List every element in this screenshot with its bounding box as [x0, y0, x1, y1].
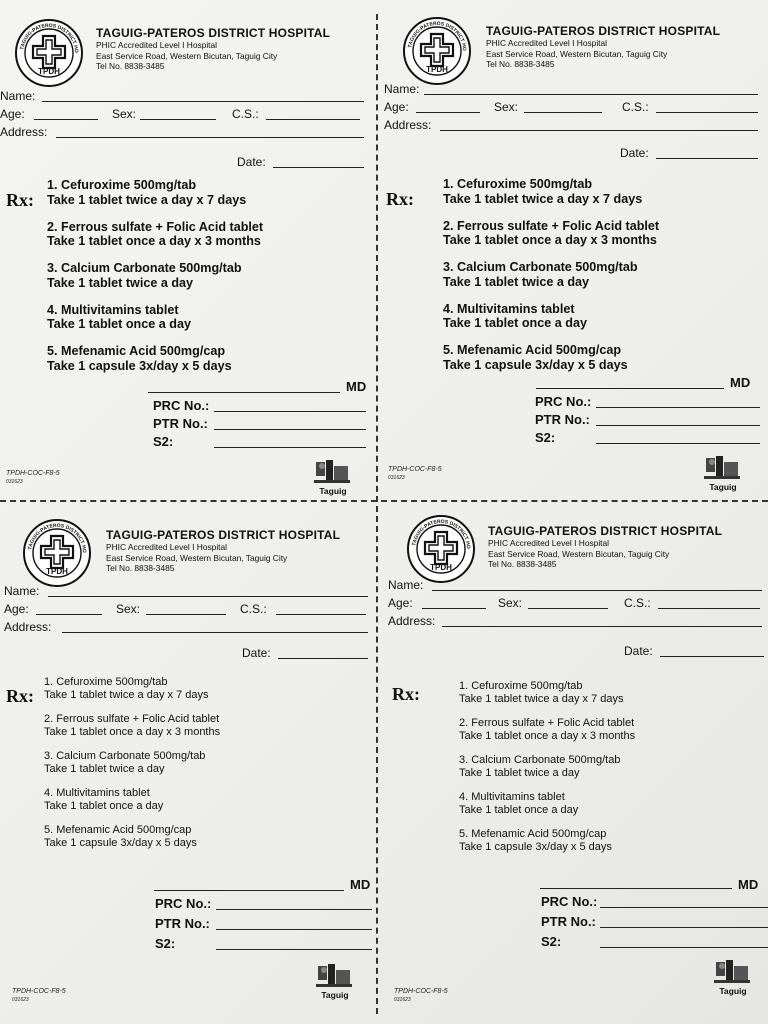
prc-number-field[interactable] [596, 407, 760, 408]
medication-dosage-instructions: Take 1 tablet twice a day x 7 days [44, 688, 209, 701]
prescription-list [443, 177, 659, 385]
prescription-item [47, 178, 263, 207]
prescription-slip [382, 504, 766, 1004]
medication-name: 4. Multivitamins tablet [459, 791, 565, 803]
prescription-item [459, 717, 635, 742]
prescription-item [443, 260, 659, 289]
hospital-telephone: Tel No. 8838-3485 [486, 59, 555, 69]
physician-signature-line[interactable] [148, 392, 340, 393]
physician-signature-line[interactable] [154, 890, 344, 891]
svg-text:TPDH: TPDH [38, 67, 60, 76]
civil-status-label: C.S.: [622, 100, 649, 114]
medication-name: 5. Mefenamic Acid 500mg/cap [47, 344, 226, 359]
medication-dosage-instructions: Take 1 capsule 3x/day x 5 days [459, 840, 612, 853]
civil-status-field[interactable] [276, 614, 366, 615]
md-label: MD [346, 379, 367, 394]
hospital-header [488, 524, 722, 570]
form-number-text: 031623 [12, 997, 29, 1003]
hospital-accreditation: PHIC Accredited Level I Hospital [486, 38, 608, 48]
s2-label: S2: [535, 430, 556, 445]
s2-number-field[interactable] [216, 949, 372, 950]
age-field[interactable] [422, 608, 486, 609]
hospital-telephone: Tel No. 8838-3485 [96, 61, 165, 71]
address-label: Address: [388, 614, 436, 628]
date-label: Date: [242, 646, 271, 660]
sex-label: Sex: [112, 107, 137, 121]
name-label: Name: [388, 578, 424, 592]
hospital-accreditation: PHIC Accredited Level I Hospital [106, 542, 228, 552]
age-label: Age: [388, 596, 413, 610]
medication-name: 3. Calcium Carbonate 500mg/tab [459, 754, 621, 766]
hospital-seal-logo [402, 16, 472, 86]
md-label: MD [738, 877, 759, 892]
medication-name: 4. Multivitamins tablet [443, 301, 575, 316]
medication-name: 4. Multivitamins tablet [44, 787, 150, 799]
hospital-name: TAGUIG-PATEROS DISTRICT HOSPITAL [96, 26, 331, 40]
date-field[interactable] [273, 167, 364, 168]
prescription-item [443, 177, 659, 206]
prc-number-field[interactable] [600, 907, 768, 908]
hospital-accreditation: PHIC Accredited Level I Hospital [488, 538, 610, 548]
form-code-text: TPDH-COC-F8-5 [388, 466, 442, 473]
form-number-text: 031623 [388, 475, 405, 481]
prescription-item [459, 754, 635, 779]
prc-number-field[interactable] [216, 909, 372, 910]
hospital-address: East Service Road, Western Bicutan, Taguig City [96, 50, 278, 61]
s2-number-field[interactable] [596, 443, 760, 444]
medication-dosage-instructions: Take 1 tablet twice a day x 7 days [459, 692, 624, 705]
hospital-telephone: Tel No. 8838-3485 [488, 559, 557, 569]
name-label: Name: [0, 89, 36, 103]
medication-dosage-instructions: Take 1 tablet twice a day x 7 days [443, 191, 643, 206]
svg-text:TAGUIG-PATEROS DISTRICT HOSPIT: TAGUIG-PATEROS DISTRICT HO [19, 22, 80, 54]
medication-dosage-instructions: Take 1 tablet twice a day [47, 275, 194, 290]
s2-number-field[interactable] [600, 947, 768, 948]
hospital-address: East Service Road, Western Bicutan, Taguig City [486, 48, 668, 59]
medication-name: 2. Ferrous sulfate + Folic Acid tablet [459, 717, 635, 729]
s2-number-field[interactable] [214, 447, 366, 448]
medication-dosage-instructions: Take 1 tablet twice a day [44, 762, 165, 775]
medication-name: 5. Mefenamic Acid 500mg/cap [459, 828, 607, 840]
hospital-seal-logo [22, 518, 92, 588]
prescription-list [44, 676, 220, 861]
sex-label: Sex: [494, 100, 519, 114]
sex-field[interactable] [528, 608, 608, 609]
hospital-name: TAGUIG-PATEROS DISTRICT HOSPITAL [488, 524, 723, 538]
rx-symbol: Rx: [6, 686, 34, 706]
medication-name: 1. Cefuroxime 500mg/tab [44, 676, 168, 688]
hospital-header [106, 528, 340, 574]
name-label: Name: [384, 82, 420, 96]
svg-text:TAGUIG-PATEROS DISTRICT HOSPIT: TAGUIG-PATEROS DISTRICT HO [411, 518, 472, 550]
prc-label: PRC No.: [541, 894, 598, 909]
age-field[interactable] [416, 112, 480, 113]
s2-label: S2: [153, 434, 174, 449]
svg-text:TPDH: TPDH [46, 567, 68, 576]
md-label: MD [350, 877, 371, 892]
sex-field[interactable] [524, 112, 602, 113]
medication-dosage-instructions: Take 1 tablet once a day [44, 799, 164, 812]
civil-status-label: C.S.: [624, 596, 651, 610]
hospital-seal-logo [14, 18, 84, 88]
medication-dosage-instructions: Take 1 capsule 3x/day x 5 days [443, 357, 628, 372]
civil-status-label: C.S.: [232, 107, 259, 121]
date-field[interactable] [660, 656, 764, 657]
ptr-label: PTR No.: [541, 914, 596, 929]
ptr-number-field[interactable] [596, 425, 760, 426]
ptr-number-field[interactable] [216, 929, 372, 930]
hospital-address: East Service Road, Western Bicutan, Taguig City [106, 552, 288, 563]
sex-label: Sex: [498, 596, 523, 610]
prescription-item [44, 750, 220, 775]
ptr-number-field[interactable] [214, 429, 366, 430]
date-field[interactable] [656, 158, 758, 159]
form-code [12, 988, 66, 1004]
age-field[interactable] [36, 614, 102, 615]
address-field[interactable] [62, 632, 368, 633]
sex-field[interactable] [140, 119, 216, 120]
hospital-address: East Service Road, Western Bicutan, Taguig City [488, 548, 670, 559]
form-number-text: 031623 [6, 479, 23, 485]
svg-text:TPDH: TPDH [426, 65, 448, 74]
medication-name: 1. Cefuroxime 500mg/tab [443, 177, 593, 191]
rx-symbol: Rx: [386, 189, 414, 209]
ptr-label: PTR No.: [535, 412, 590, 427]
taguig-city-logo [702, 454, 744, 492]
sex-field[interactable] [146, 614, 226, 615]
prescription-item [44, 787, 220, 812]
prescription-slip [380, 0, 764, 500]
form-number-text: 031623 [394, 997, 411, 1003]
form-code-text: TPDH-COC-F8-5 [394, 988, 448, 995]
date-label: Date: [237, 155, 266, 169]
medication-dosage-instructions: Take 1 tablet once a day [47, 317, 191, 332]
medication-dosage-instructions: Take 1 tablet once a day [443, 316, 587, 331]
age-label: Age: [0, 107, 25, 121]
svg-text:TAGUIG-PATEROS DISTRICT HOSPIT: TAGUIG-PATEROS DISTRICT HO [27, 522, 88, 554]
taguig-city-logo [312, 458, 354, 496]
prescription-list [459, 680, 635, 865]
medication-dosage-instructions: Take 1 tablet twice a day [443, 274, 590, 289]
physician-signature-line[interactable] [536, 388, 724, 389]
hospital-header [486, 24, 720, 70]
medication-name: 3. Calcium Carbonate 500mg/tab [443, 260, 638, 275]
form-code [6, 470, 60, 486]
s2-label: S2: [155, 936, 176, 951]
medication-dosage-instructions: Take 1 tablet once a day x 3 months [47, 234, 261, 249]
taguig-logo-text: Taguig [709, 482, 737, 492]
medication-name: 1. Cefuroxime 500mg/tab [47, 178, 197, 192]
address-label: Address: [0, 125, 48, 139]
prescription-item [443, 219, 659, 248]
medication-dosage-instructions: Take 1 tablet twice a day [459, 766, 580, 779]
prescription-item [47, 261, 263, 290]
ptr-label: PTR No.: [155, 916, 210, 931]
hospital-name: TAGUIG-PATEROS DISTRICT HOSPITAL [106, 528, 341, 542]
prescription-item [459, 828, 635, 853]
form-code [388, 466, 442, 482]
prescription-item [47, 344, 263, 373]
form-code-text: TPDH-COC-F8-5 [6, 470, 60, 477]
hospital-header [96, 26, 330, 72]
form-code-text: TPDH-COC-F8-5 [12, 988, 66, 995]
medication-dosage-instructions: Take 1 tablet twice a day x 7 days [47, 192, 247, 207]
taguig-city-logo [712, 958, 754, 996]
name-field[interactable] [424, 94, 758, 95]
name-field[interactable] [42, 101, 364, 102]
civil-status-field[interactable] [658, 608, 760, 609]
medication-dosage-instructions: Take 1 capsule 3x/day x 5 days [47, 358, 232, 373]
prescription-item [44, 824, 220, 849]
prescription-slip [0, 504, 384, 1004]
address-field[interactable] [440, 130, 758, 131]
prc-label: PRC No.: [153, 398, 210, 413]
prescription-item [459, 680, 635, 705]
hospital-telephone: Tel No. 8838-3485 [106, 563, 175, 573]
ptr-number-field[interactable] [600, 927, 768, 928]
s2-label: S2: [541, 934, 562, 949]
prescription-item [47, 220, 263, 249]
rx-symbol: Rx: [392, 684, 420, 704]
age-field[interactable] [34, 119, 98, 120]
taguig-logo-text: Taguig [719, 986, 747, 996]
civil-status-label: C.S.: [240, 602, 267, 616]
name-field[interactable] [48, 596, 368, 597]
prc-number-field[interactable] [214, 411, 366, 412]
rx-symbol: Rx: [6, 190, 34, 210]
medication-name: 5. Mefenamic Acid 500mg/cap [443, 343, 622, 358]
civil-status-field[interactable] [656, 112, 758, 113]
medication-dosage-instructions: Take 1 tablet once a day x 3 months [44, 725, 221, 738]
medication-name: 3. Calcium Carbonate 500mg/tab [47, 261, 242, 276]
medication-name: 2. Ferrous sulfate + Folic Acid tablet [443, 218, 660, 233]
hospital-name: TAGUIG-PATEROS DISTRICT HOSPITAL [486, 24, 721, 38]
age-label: Age: [384, 100, 409, 114]
prescription-item [443, 343, 659, 372]
taguig-logo-text: Taguig [321, 990, 349, 1000]
physician-signature-line[interactable] [540, 888, 732, 889]
prescription-list [47, 178, 263, 386]
medication-name: 1. Cefuroxime 500mg/tab [459, 680, 583, 692]
medication-dosage-instructions: Take 1 tablet once a day x 3 months [459, 729, 636, 742]
form-code [394, 988, 448, 1004]
horizontal-cut-line [0, 500, 768, 502]
svg-text:TAGUIG-PATEROS DISTRICT HOSPIT: TAGUIG-PATEROS DISTRICT HO [407, 20, 468, 52]
date-field[interactable] [278, 658, 368, 659]
hospital-accreditation: PHIC Accredited Level I Hospital [96, 40, 218, 50]
address-label: Address: [384, 118, 432, 132]
sex-label: Sex: [116, 602, 141, 616]
prescription-item [459, 791, 635, 816]
prc-label: PRC No.: [535, 394, 592, 409]
civil-status-field[interactable] [266, 119, 360, 120]
medication-dosage-instructions: Take 1 tablet once a day [459, 803, 579, 816]
ptr-label: PTR No.: [153, 416, 208, 431]
taguig-logo-text: Taguig [319, 486, 347, 496]
hospital-seal-logo [406, 514, 476, 584]
address-label: Address: [4, 620, 52, 634]
md-label: MD [730, 375, 751, 390]
age-label: Age: [4, 602, 29, 616]
taguig-city-logo [314, 962, 356, 1000]
date-label: Date: [620, 146, 649, 160]
prescription-item [44, 713, 220, 738]
medication-name: 5. Mefenamic Acid 500mg/cap [44, 824, 192, 836]
prescription-slip [0, 0, 384, 500]
medication-name: 2. Ferrous sulfate + Folic Acid tablet [47, 219, 264, 234]
address-field[interactable] [442, 626, 762, 627]
medication-dosage-instructions: Take 1 tablet once a day x 3 months [443, 233, 657, 248]
prescription-item [443, 302, 659, 331]
name-label: Name: [4, 584, 40, 598]
medication-dosage-instructions: Take 1 capsule 3x/day x 5 days [44, 836, 197, 849]
name-field[interactable] [432, 590, 762, 591]
date-label: Date: [624, 644, 653, 658]
medication-name: 3. Calcium Carbonate 500mg/tab [44, 750, 206, 762]
prc-label: PRC No.: [155, 896, 212, 911]
address-field[interactable] [56, 137, 364, 138]
prescription-item [47, 303, 263, 332]
svg-text:TPDH: TPDH [430, 563, 452, 572]
prescription-item [44, 676, 220, 701]
medication-name: 2. Ferrous sulfate + Folic Acid tablet [44, 713, 220, 725]
medication-name: 4. Multivitamins tablet [47, 302, 179, 317]
